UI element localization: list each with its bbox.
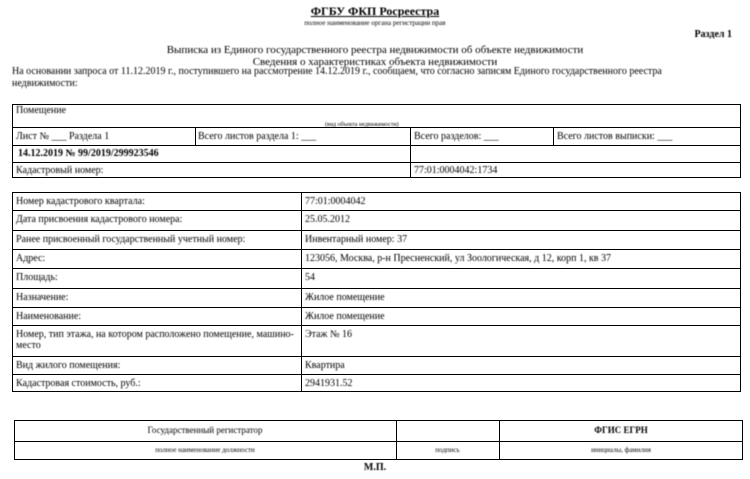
organization-caption: полное наименование органа регистрации прав bbox=[304, 19, 446, 27]
table-row-divider bbox=[12, 307, 741, 308]
premise-divider bbox=[12, 127, 741, 128]
table-row-label: Кадастровая стоимость, руб.: bbox=[16, 378, 141, 389]
table-row-divider bbox=[12, 288, 741, 289]
table-row-divider bbox=[12, 249, 741, 250]
sheets-total: Всего листов выписки: ___ bbox=[557, 131, 673, 142]
table-row-value: 123056, Москва, р-н Пресненский, ул Зоологическая, д 12, корп 1, кв 37 bbox=[305, 253, 612, 264]
document-heading bbox=[0, 44, 750, 68]
cell-divider bbox=[553, 127, 554, 145]
heading-line-2: Сведения о характеристиках объекта недвижимости bbox=[252, 56, 498, 68]
table-row-label: Ранее присвоенный государственный учетный номер: bbox=[16, 234, 246, 245]
table-row-value: Квартира bbox=[305, 360, 345, 371]
signature-caption: подпись bbox=[435, 446, 460, 454]
table-row-label: Адрес: bbox=[16, 253, 46, 264]
table-row-value: Жилое помещение bbox=[305, 292, 385, 303]
table-row-label: Наименование: bbox=[16, 311, 82, 322]
registrar-organization: ФГИС ЕГРН bbox=[594, 425, 648, 435]
signature-divider bbox=[14, 441, 743, 442]
column-divider bbox=[301, 192, 302, 392]
table-row-label: Площадь: bbox=[16, 272, 58, 283]
object-type-value: Помещение bbox=[16, 105, 67, 116]
table-row-value: 25.05.2012 bbox=[305, 214, 350, 225]
table-row-label: Номер, тип этажа, на котором расположено помещение, машино-место bbox=[16, 329, 294, 351]
registrar-position: Государственный регистратор bbox=[147, 425, 263, 435]
table-row-label: Дата присвоения кадастрового номера: bbox=[16, 214, 183, 225]
cadastral-number-value: 77:01:0004042:1734 bbox=[414, 165, 498, 176]
table-row-value: 54 bbox=[305, 272, 315, 283]
sections-total: Всего разделов: ___ bbox=[414, 131, 499, 142]
position-caption: полное наименование должности bbox=[155, 446, 255, 454]
premise-divider bbox=[12, 145, 741, 146]
heading-line-1: Выписка из Единого государственного реестра недвижимости об объекте недвижимости bbox=[166, 44, 584, 56]
table-row-value: Инвентарный номер: 37 bbox=[305, 234, 408, 245]
table-row-label: Номер кадастрового квартала: bbox=[16, 196, 145, 207]
sheet-number: Лист № ___ Раздела 1 bbox=[16, 131, 110, 142]
extract-date-number: 14.12.2019 № 99/2019/299923546 bbox=[18, 148, 159, 159]
organization-title: ФГБУ ФКП Росреестра bbox=[310, 4, 440, 18]
table-row-value: 2941931.52 bbox=[305, 378, 353, 389]
name-caption: инициалы, фамилия bbox=[591, 446, 651, 454]
table-row-divider bbox=[12, 325, 741, 326]
cell-divider bbox=[410, 127, 411, 178]
table-row-divider bbox=[12, 210, 741, 211]
table-row-divider bbox=[12, 230, 741, 231]
request-basis-text: На основании запроса от 11.12.2019 г., поступившего на рассмотрение 14.12.2019 г., сообщаем, что согласно записям Единого государственного реестра недвижимости: bbox=[12, 66, 662, 89]
sheets-in-section: Всего листов раздела 1: ___ bbox=[198, 131, 317, 142]
section-label: Раздел 1 bbox=[694, 29, 732, 40]
table-row-value: 77:01:0004042 bbox=[305, 196, 366, 207]
object-type-caption: (вид объекта недвижимости) bbox=[325, 122, 399, 128]
table-row-value: Жилое помещение bbox=[305, 311, 385, 322]
table-row-divider bbox=[12, 374, 741, 375]
table-row-value: Этаж № 16 bbox=[305, 329, 352, 340]
table-row-divider bbox=[12, 356, 741, 357]
premise-divider bbox=[12, 162, 741, 163]
table-row-label: Назначение: bbox=[16, 292, 69, 303]
stamp-place: М.П. bbox=[363, 462, 387, 473]
signature-divider bbox=[396, 420, 397, 460]
table-row-label: Вид жилого помещения: bbox=[16, 360, 121, 371]
table-row-divider bbox=[12, 268, 741, 269]
cadastral-number-label: Кадастровый номер: bbox=[16, 165, 104, 176]
cell-divider bbox=[195, 127, 196, 145]
